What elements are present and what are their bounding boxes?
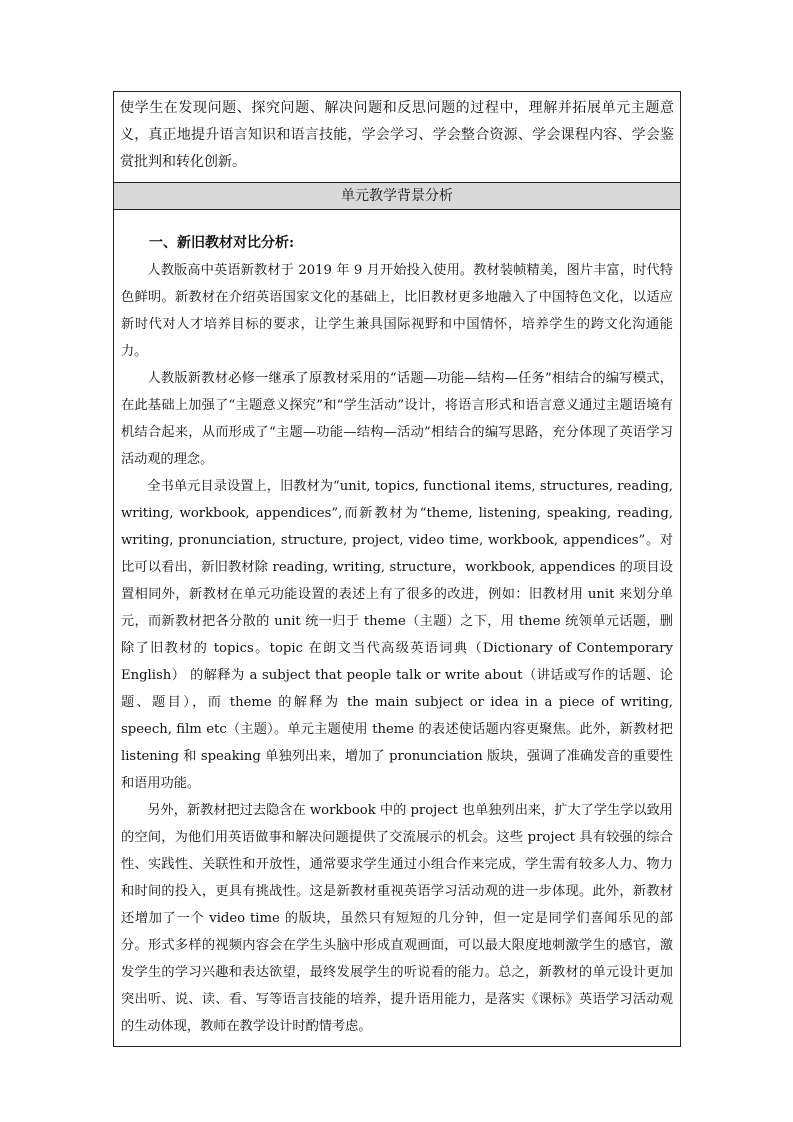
paragraph-2: 人教版新教材必修一继承了原教材采用的“话题—功能—结构—任务”相结合的编写模式，在此基础上加强了“主题意义探究”和“学生活动”设计，将语言形式和语言意义通过主题语境有机结合起来，从而形成了“主题—功能—结构—活动”相结合的编写思路，充分体现了英语学习活动观的理念。 xyxy=(121,371,673,467)
section-heading: 一、新旧教材对比分析: xyxy=(149,235,295,251)
section-header: 单元教学背景分析 xyxy=(114,183,680,210)
analysis-body xyxy=(114,210,680,1046)
document-table xyxy=(113,91,681,1047)
paragraph-3: 全书单元目录设置上，旧教材为“unit, topics, functional items, structures, reading, writing, workbook, appendices”,而新教材为“theme, listening, speaking, reading, writing, pronunciation, structure, project, video time, workbook, appendices”。对比可以看出，新旧教材除 reading, writing, structure，workbook, appendices 的项目设置相同外，新教材在单元功能设置的表述上有了很多的改进，例如：旧教材用 unit 来划分单元，而新教材把各分散的 unit 统一归于 theme（主题）之下，用 theme 统领单元话题，删除了旧教材的 topics。topic 在朗文当代高级英语词典（Dictionary of Contemporary English） 的解释为 a subject that people talk or write about（讲话或写作的话题、论题、题目），而 theme 的解释为 the main subject or idea in a piece of writing, speech, film etc（主题）。单元主题使用 theme 的表述使话题内容更聚焦。此外，新教材把 listening 和 speaking 单独列出来，增加了 pronunciation 版块，强调了准确发音的重要性和语用功能。 xyxy=(121,479,673,791)
paragraph-4: 另外，新教材把过去隐含在 workbook 中的 project 也单独列出来，扩大了学生学以致用的空间，为他们用英语做事和解决问题提供了交流展示的机会。这些 project 具有较强的综合性、实践性、关联性和开放性，通常要求学生通过小组合作来完成，学生需有较多人力、物力和时间的投入，更具有挑战性。这是新教材重视英语学习活动观的进一步体现。此外，新教材还增加了一个 video time 的版块，虽然只有短短的几分钟，但一定是同学们喜闻乐见的部分。形式多样的视频内容会在学生头脑中形成直观画面，可以最大限度地刺激学生的感官，激发学生的学习兴趣和表达欲望，最终发展学生的听说看的能力。总之，新教材的单元设计更加突出听、说、读、看、写等语言技能的培养，提升语用能力，是落实《课标》英语学习活动观的生动体现，教师在教学设计时酌情考虑。 xyxy=(121,803,673,1034)
intro-paragraph: 使学生在发现问题、探究问题、解决问题和反思问题的过程中，理解并拓展单元主题意义，真正地提升语言知识和语言技能，学会学习、学会整合资源、学会课程内容、学会鉴赏批判和转化创新。 xyxy=(114,92,680,183)
paragraph-1: 人教版高中英语新教材于 2019 年 9 月开始投入使用。教材装帧精美，图片丰富，时代特色鲜明。新教材在介绍英语国家文化的基础上，比旧教材更多地融入了中国特色文化，以适应新时代对人才培养目标的要求，让学生兼具国际视野和中国情怀，培养学生的跨文化沟通能力。 xyxy=(121,263,673,359)
